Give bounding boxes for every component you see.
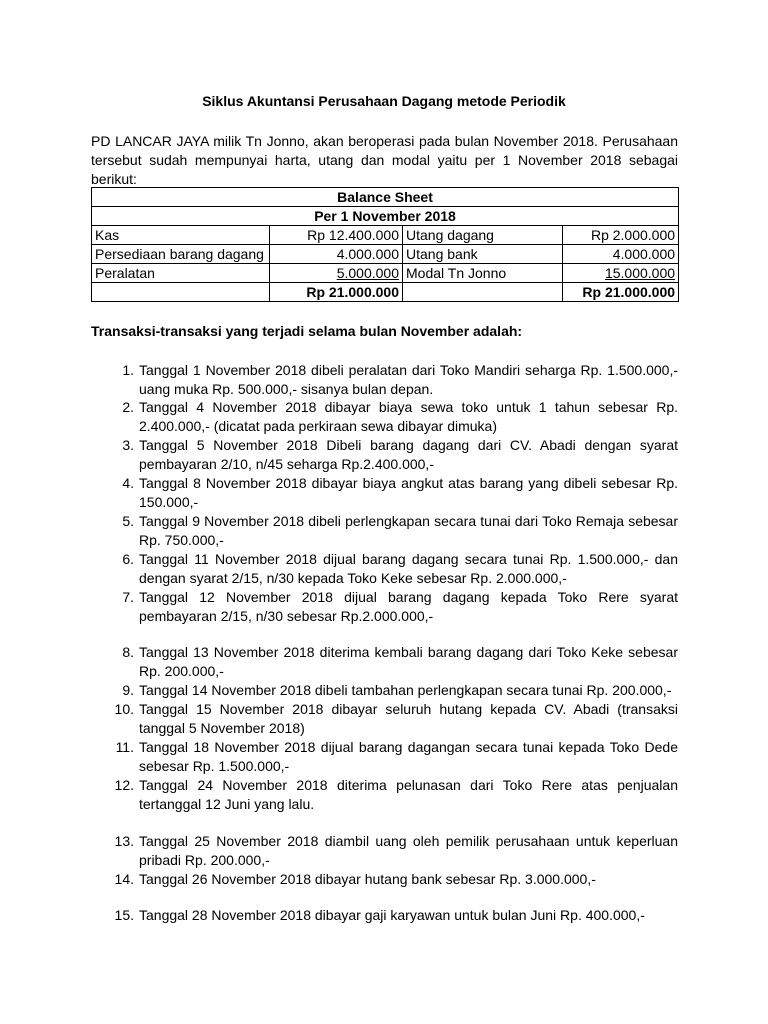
list-item (91, 776, 678, 814)
list-number: 2. (122, 399, 134, 415)
list-item (91, 398, 678, 436)
list-item (91, 681, 678, 700)
table-row (92, 264, 679, 283)
list-text: Tanggal 1 November 2018 dibeli peralatan dari Toko Mandiri seharga Rp. 1.500.000,- uang muka Rp. 500.000,- sisanya bulan depan. (139, 362, 678, 397)
list-item (91, 832, 678, 870)
balance-sheet-heading-row (92, 188, 679, 207)
list-number: 4. (122, 475, 134, 491)
table-row (92, 245, 679, 264)
list-item (91, 870, 678, 889)
list-item (91, 906, 678, 925)
list-number: 8. (122, 644, 134, 660)
list-number: 11. (115, 739, 134, 755)
list-number: 5. (122, 513, 134, 529)
balance-sheet-heading: Balance Sheet (92, 188, 679, 207)
balance-sheet-table (91, 187, 679, 302)
intro-paragraph: PD LANCAR JAYA milik Tn Jonno, akan beroperasi pada bulan November 2018. Perusahaan tersebut sudah mempunyai harta, utang dan modal yaitu per 1 November 2018 sebagai berikut: (91, 133, 678, 187)
list-item (91, 474, 678, 512)
transactions-heading: Transaksi-transaksi yang terjadi selama bulan November adalah: (91, 323, 523, 339)
balance-sheet-total-row (92, 283, 679, 302)
list-text: Tanggal 18 November 2018 dijual barang dagangan secara tunai kepada Toko Dede sebesar Rp. 1.500.000,- (139, 739, 678, 774)
liability-name: Modal Tn Jonno (403, 264, 563, 283)
total-liabilities: Rp 21.000.000 (563, 283, 679, 302)
list-number: 7. (122, 589, 134, 605)
list-number: 13. (114, 833, 134, 849)
list-number: 1. (122, 362, 134, 378)
list-text: Tanggal 12 November 2018 dijual barang dagang kepada Toko Rere syarat pembayaran 2/15, n/30 sebesar Rp.2.000.000,- (139, 589, 678, 624)
list-item (91, 700, 678, 738)
asset-name: Kas (92, 226, 270, 245)
total-assets: Rp 21.000.000 (270, 283, 403, 302)
asset-value: 5.000.000 (336, 265, 399, 281)
list-text: Tanggal 13 November 2018 diterima kembali barang dagang dari Toko Keke sebesar Rp. 200.000,- (139, 644, 678, 679)
list-number: 14. (114, 871, 134, 887)
table-row (92, 226, 679, 245)
liability-value-cell (563, 264, 679, 283)
list-text: Tanggal 25 November 2018 diambil uang oleh pemilik perusahaan untuk keperluan pribadi Rp. 200.000,- (139, 833, 678, 868)
list-text: Tanggal 8 November 2018 dibayar biaya angkut atas barang yang dibeli sebesar Rp. 150.000,- (139, 475, 678, 510)
asset-name: Persediaan barang dagang (92, 245, 270, 264)
list-item (91, 436, 678, 474)
liability-value: Rp 2.000.000 (563, 226, 679, 245)
list-text: Tanggal 24 November 2018 diterima pelunasan dari Toko Rere atas penjualan tertanggal 12 Juni yang lalu. (139, 777, 678, 812)
asset-name: Peralatan (92, 264, 270, 283)
asset-value-cell (270, 264, 403, 283)
list-number: 9. (122, 682, 134, 698)
liability-value: 4.000.000 (563, 245, 679, 264)
asset-value: Rp 12.400.000 (270, 226, 403, 245)
list-number: 6. (122, 551, 134, 567)
liability-name: Utang dagang (403, 226, 563, 245)
list-text: Tanggal 4 November 2018 dibayar biaya sewa toko untuk 1 tahun sebesar Rp. 2.400.000,- (dicatat pada perkiraan sewa dibayar dimuka) (139, 399, 678, 434)
list-text: Tanggal 28 November 2018 dibayar gaji karyawan untuk bulan Juni Rp. 400.000,- (139, 907, 645, 923)
list-number: 3. (122, 437, 134, 453)
list-text: Tanggal 15 November 2018 dibayar seluruh hutang kepada CV. Abadi (transaksi tanggal 5 November 2018) (139, 701, 678, 736)
list-text: Tanggal 9 November 2018 dibeli perlengkapan secara tunai dari Toko Remaja sebesar Rp. 750.000,- (139, 513, 678, 548)
list-number: 10. (114, 701, 134, 717)
liability-value: 15.000.000 (604, 265, 676, 281)
balance-sheet-date-row (92, 207, 679, 226)
list-number: 12. (114, 777, 134, 793)
asset-value: 4.000.000 (270, 245, 403, 264)
list-item (91, 643, 678, 681)
list-text: Tanggal 14 November 2018 dibeli tambahan perlengkapan secara tunai Rp. 200.000,- (139, 682, 672, 698)
list-item (91, 550, 678, 588)
list-item (91, 512, 678, 550)
list-text: Tanggal 26 November 2018 dibayar hutang bank sebesar Rp. 3.000.000,- (139, 871, 596, 887)
list-item (91, 738, 678, 776)
liability-name: Utang bank (403, 245, 563, 264)
list-item (91, 361, 678, 399)
list-text: Tanggal 5 November 2018 Dibeli barang dagang dari CV. Abadi dengan syarat pembayaran 2/10, n/45 seharga Rp.2.400.000,- (139, 437, 678, 472)
list-item (91, 588, 678, 626)
balance-sheet-date: Per 1 November 2018 (92, 207, 679, 226)
list-text: Tanggal 11 November 2018 dijual barang dagang secara tunai Rp. 1.500.000,- dan dengan syarat 2/15, n/30 kepada Toko Keke sebesar Rp. 2.000.000,- (139, 551, 678, 586)
empty-cell (403, 283, 563, 302)
page-title: Siklus Akuntansi Perusahaan Dagang metode Periodik (202, 93, 566, 109)
list-number: 15. (114, 907, 134, 923)
empty-cell (92, 283, 270, 302)
